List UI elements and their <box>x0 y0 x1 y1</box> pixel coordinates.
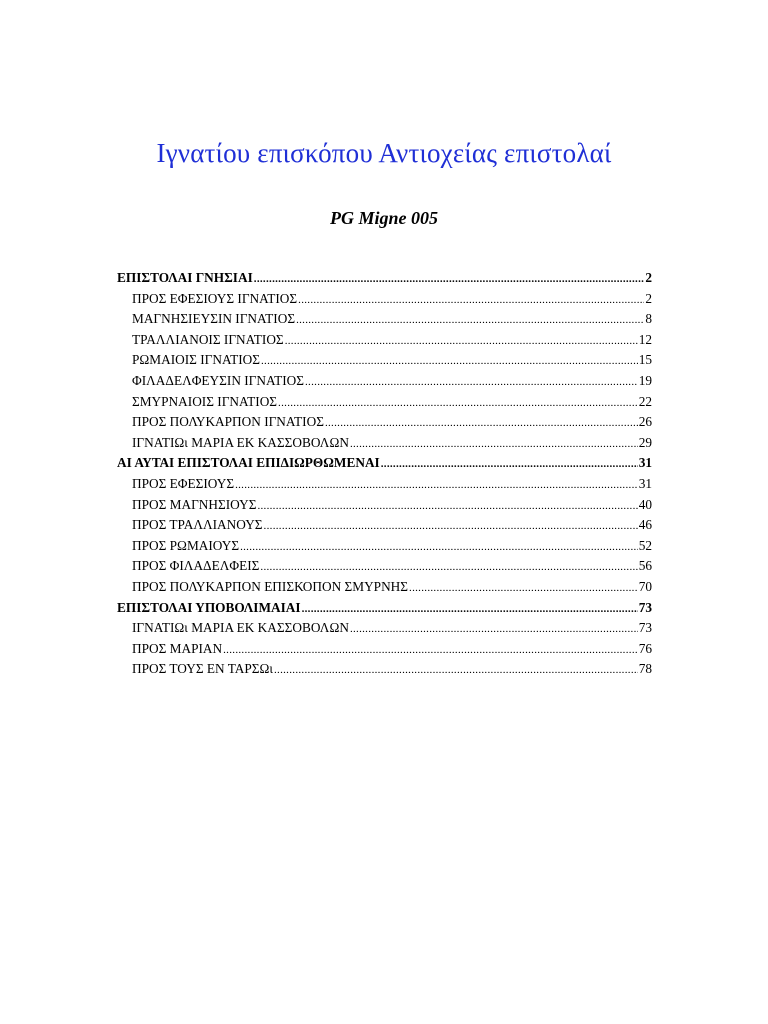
toc-entry[interactable] <box>117 414 652 435</box>
toc-entry-page: 29 <box>638 434 652 450</box>
toc-dot-leader <box>278 397 638 409</box>
toc-entry-page: 73 <box>638 599 652 615</box>
table-of-contents <box>117 270 652 682</box>
toc-entry-label: ΤΡΑΛΛΙΑΝΟΙΣ ΙΓΝΑΤΙΟΣ <box>132 331 284 347</box>
toc-dot-leader <box>223 644 638 656</box>
toc-entry[interactable] <box>117 394 652 415</box>
toc-entry-page: 31 <box>638 455 652 471</box>
toc-entry[interactable] <box>117 270 652 291</box>
toc-dot-leader <box>264 520 638 532</box>
toc-entry-page: 56 <box>638 558 652 574</box>
toc-dot-leader <box>257 500 637 512</box>
toc-entry-label: ΠΡΟΣ ΠΟΛΥΚΑΡΠΟΝ ΕΠΙΣΚΟΠΟΝ ΣΜΥΡΝΗΣ <box>132 578 409 594</box>
toc-entry-label: ΠΡΟΣ ΤΟΥΣ ΕΝ ΤΑΡΣΩι <box>132 661 273 677</box>
toc-entry-label: ΡΩΜΑΙΟΙΣ ΙΓΝΑΤΙΟΣ <box>132 352 260 368</box>
document-title: Ιγνατίου επισκόπου Αντιοχείας επιστολαί <box>156 138 612 168</box>
toc-dot-leader <box>296 314 644 326</box>
toc-entry-label: ΜΑΓΝΗΣΙΕΥΣΙΝ ΙΓΝΑΤΙΟΣ <box>132 311 296 327</box>
toc-entry-label: ΦΙΛΑΔΕΛΦΕΥΣΙΝ ΙΓΝΑΤΙΟΣ <box>132 372 304 388</box>
toc-entry-page: 15 <box>638 352 652 368</box>
toc-dot-leader <box>235 479 638 491</box>
toc-dot-leader <box>260 561 637 573</box>
toc-entry[interactable] <box>117 661 652 682</box>
toc-entry-page: 31 <box>638 475 652 491</box>
toc-entry-page: 52 <box>638 537 652 553</box>
toc-dot-leader <box>381 458 638 470</box>
toc-entry-page: 76 <box>638 640 652 656</box>
toc-entry[interactable] <box>117 497 652 518</box>
toc-entry-label: ΠΡΟΣ ΡΩΜΑΙΟΥΣ <box>132 537 240 553</box>
toc-entry-label: ΠΡΟΣ ΤΡΑΛΛΙΑΝΟΥΣ <box>132 517 263 533</box>
toc-entry-label: ΠΡΟΣ ΠΟΛΥΚΑΡΠΟΝ ΙΓΝΑΤΙΟΣ <box>132 414 324 430</box>
toc-dot-leader <box>409 582 638 594</box>
toc-entry-label: ΙΓΝΑΤΙΩι ΜΑΡΙΑ ΕΚ ΚΑΣΣΟΒΟΛΩΝ <box>132 620 349 636</box>
toc-entry-label: ΑΙ ΑΥΤΑΙ ΕΠΙΣΤΟΛΑΙ ΕΠΙΔΙΩΡΘΩΜΕΝΑΙ <box>117 455 380 471</box>
toc-entry-page: 26 <box>638 414 652 430</box>
toc-dot-leader <box>302 603 638 615</box>
toc-entry-label: ΕΠΙΣΤΟΛΑΙ ΓΝΗΣΙΑΙ <box>117 270 253 285</box>
toc-entry[interactable] <box>117 435 652 456</box>
toc-entry-page: 19 <box>638 372 652 388</box>
toc-dot-leader <box>350 438 638 450</box>
toc-entry-page: 78 <box>638 661 652 677</box>
toc-entry-label: ΙΓΝΑΤΙΩι ΜΑΡΙΑ ΕΚ ΚΑΣΣΟΒΟΛΩΝ <box>132 434 349 450</box>
toc-entry[interactable] <box>117 291 652 312</box>
toc-dot-leader <box>298 294 644 306</box>
toc-entry-label: ΠΡΟΣ ΦΙΛΑΔΕΛΦΕΙΣ <box>132 558 260 574</box>
toc-entry-label: ΕΠΙΣΤΟΛΑΙ ΥΠΟΒΟΛΙΜΑΙΑΙ <box>117 599 301 615</box>
toc-entry[interactable] <box>117 538 652 559</box>
toc-entry[interactable] <box>117 579 652 600</box>
toc-dot-leader <box>261 355 638 367</box>
toc-entry[interactable] <box>117 332 652 353</box>
toc-entry[interactable] <box>117 641 652 662</box>
toc-entry-label: ΠΡΟΣ ΕΦΕΣΙΟΥΣ ΙΓΝΑΤΙΟΣ <box>132 290 298 306</box>
toc-entry-page: 70 <box>638 578 652 594</box>
toc-entry[interactable] <box>117 558 652 579</box>
toc-dot-leader <box>240 541 638 553</box>
toc-entry[interactable] <box>117 620 652 641</box>
toc-entry-page: 12 <box>638 331 652 347</box>
toc-entry-page: 2 <box>645 270 652 285</box>
toc-entry[interactable] <box>117 373 652 394</box>
toc-entry[interactable] <box>117 311 652 332</box>
toc-dot-leader <box>254 273 645 285</box>
toc-entry[interactable] <box>117 352 652 373</box>
document-subtitle: PG Migne 005 <box>330 208 438 228</box>
toc-entry[interactable] <box>117 600 652 621</box>
toc-entry-label: ΠΡΟΣ ΕΦΕΣΙΟΥΣ <box>132 475 235 491</box>
toc-entry-page: 8 <box>645 311 652 327</box>
toc-entry[interactable] <box>117 517 652 538</box>
toc-dot-leader <box>305 376 638 388</box>
toc-entry-label: ΠΡΟΣ ΜΑΡΙΑΝ <box>132 640 223 656</box>
toc-dot-leader <box>274 664 638 676</box>
toc-dot-leader <box>285 335 638 347</box>
toc-entry-page: 73 <box>638 620 652 636</box>
toc-dot-leader <box>350 623 638 635</box>
toc-entry[interactable] <box>117 476 652 497</box>
toc-entry-page: 46 <box>638 517 652 533</box>
toc-entry-page: 40 <box>638 496 652 512</box>
toc-dot-leader <box>325 417 638 429</box>
toc-entry[interactable] <box>117 455 652 476</box>
toc-entry-page: 2 <box>645 290 652 306</box>
toc-entry-label: ΣΜΥΡΝΑΙΟΙΣ ΙΓΝΑΤΙΟΣ <box>132 393 278 409</box>
toc-entry-page: 22 <box>638 393 652 409</box>
toc-entry-label: ΠΡΟΣ ΜΑΓΝΗΣΙΟΥΣ <box>132 496 257 512</box>
